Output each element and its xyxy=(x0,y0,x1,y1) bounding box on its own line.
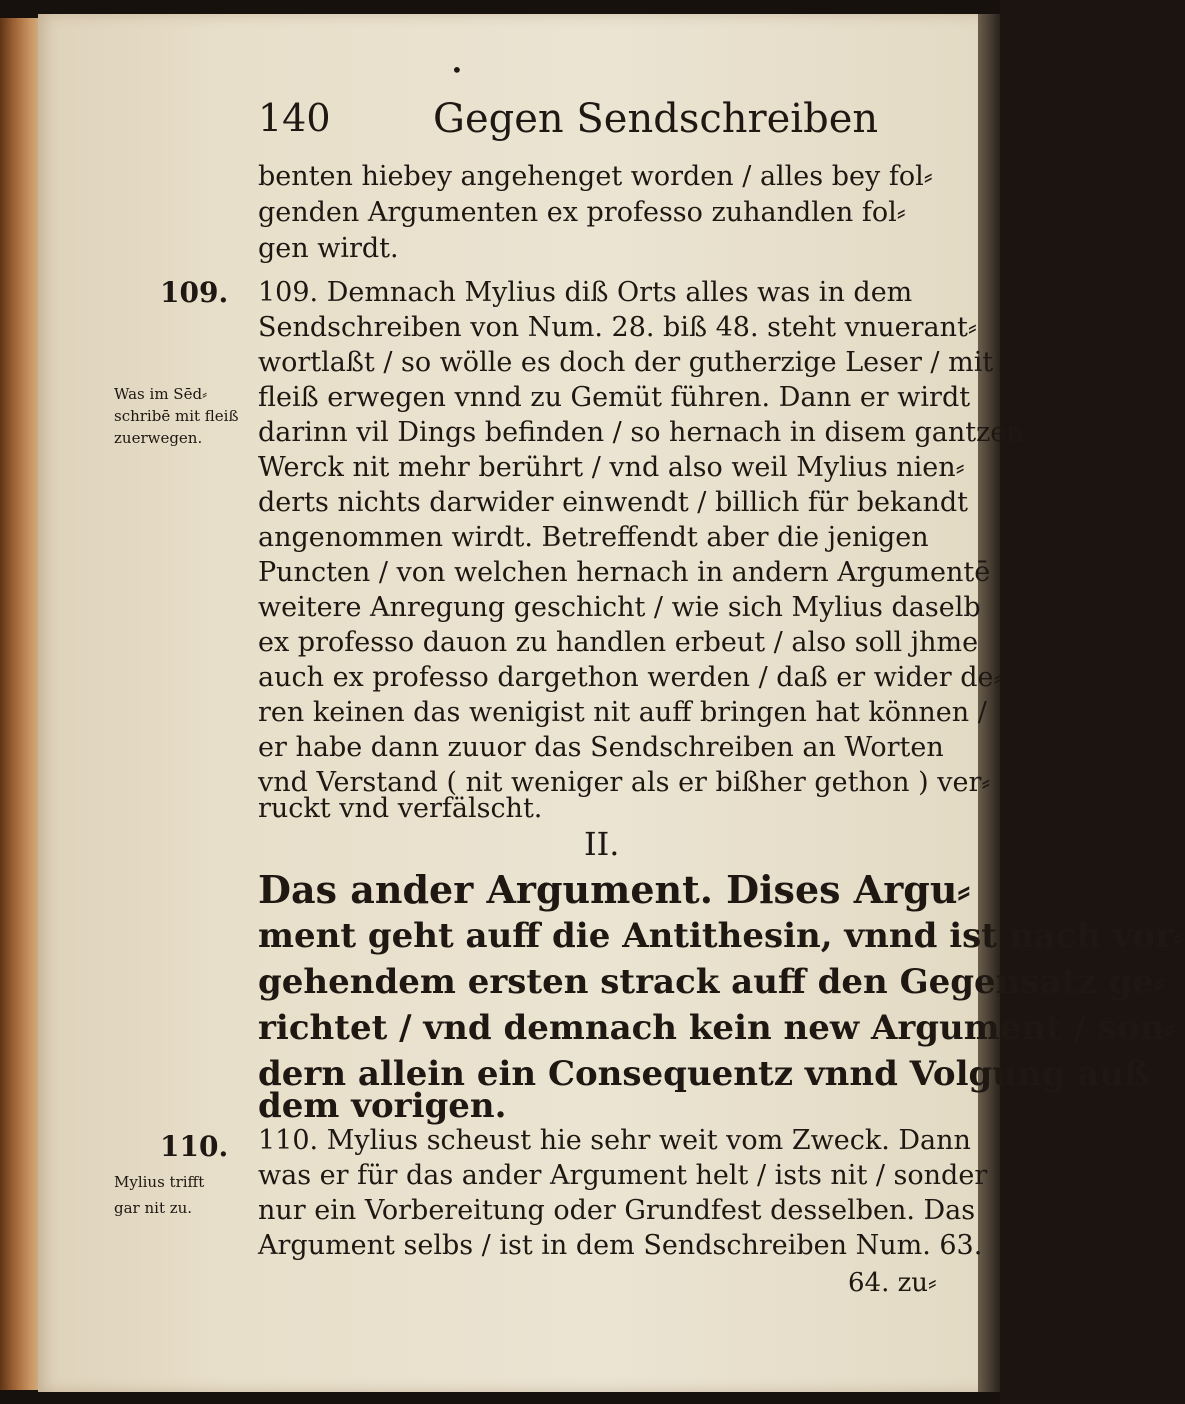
body-line-large: ment geht auff die Antithesin, vnnd ist nach vor⸗ xyxy=(258,916,1185,956)
margin-note-line: zuerwegen. xyxy=(114,429,203,447)
signature-dot: • xyxy=(451,58,463,82)
body-line: Puncten / von welchen hernach in andern Argumentē xyxy=(258,557,991,588)
margin-note-line: Was im Sēd⸗ xyxy=(114,385,208,403)
body-line: ruckt vnd verfälscht. xyxy=(258,793,543,824)
body-line: weitere Anregung geschicht / wie sich Mylius daselb xyxy=(258,592,981,623)
section-heading-line: Das ander Argument. Dises Argu⸗ xyxy=(258,867,971,912)
body-line: angenommen wirdt. Betreffendt aber die jenigen xyxy=(258,522,929,553)
body-line: fleiß erwegen vnnd zu Gemüt führen. Dann er wirdt xyxy=(258,382,971,413)
body-line-large: dem vorigen. xyxy=(258,1086,507,1126)
body-line: Sendschreiben von Num. 28. biß 48. steht vnuerant⸗ xyxy=(258,312,977,343)
body-line: wortlaßt / so wölle es doch der gutherzige Leser / mit xyxy=(258,347,994,378)
body-line-large: gehendem ersten strack auff den Gegensatz ge⸗ xyxy=(258,962,1166,1002)
body-line: auch ex professo dargethon werden / daß er wider de⸗ xyxy=(258,662,1003,693)
margin-note-line: schribē mit fleiß xyxy=(114,407,239,425)
margin-note-line: gar nit zu. xyxy=(114,1199,193,1217)
body-line: ex professo dauon zu handlen erbeut / also soll jhme xyxy=(258,627,979,658)
body-line: benten hiebey angehenget worden / alles bey fol⸗ xyxy=(258,161,933,192)
body-line: was er für das ander Argument helt / ists nit / sonder xyxy=(258,1160,988,1191)
margin-number: 109. xyxy=(160,276,229,309)
page-number: 140 xyxy=(258,96,331,140)
running-title: Gegen Sendschreiben xyxy=(433,96,879,142)
body-line: 109. Demnach Mylius diß Orts alles was in dem xyxy=(258,277,913,308)
body-line: derts nichts darwider einwendt / billich für bekandt xyxy=(258,487,968,518)
body-line: Werck nit mehr berührt / vnd also weil Mylius nien⸗ xyxy=(258,452,965,483)
body-line: nur ein Vorbereitung oder Grundfest desselben. Das xyxy=(258,1195,976,1226)
body-line: 110. Mylius scheust hie sehr weit vom Zweck. Dann xyxy=(258,1125,971,1156)
body-line: ren keinen das wenigist nit auff bringen hat können / xyxy=(258,697,987,728)
margin-note-line: Mylius trifft xyxy=(114,1173,205,1191)
catchword: 64. zu⸗ xyxy=(848,1268,937,1298)
body-line-large: dern allein ein Consequentz vnnd Volgung auß xyxy=(258,1054,1150,1094)
body-line: Argument selbs / ist in dem Sendschreiben Num. 63. xyxy=(258,1230,983,1261)
body-line: vnd Verstand ( nit weniger als er bißher gethon ) ver⸗ xyxy=(258,767,991,798)
section-numeral: II. xyxy=(584,825,620,863)
body-line: er habe dann zuuor das Sendschreiben an Worten xyxy=(258,732,944,763)
margin-number: 110. xyxy=(160,1130,229,1163)
body-line: genden Argumenten ex professo zuhandlen fol⸗ xyxy=(258,197,906,228)
body-line: darinn vil Dings befinden / so hernach in disem gantzen xyxy=(258,417,1024,448)
body-line: gen wirdt. xyxy=(258,233,399,264)
body-line-large: richtet / vnd demnach kein new Argument / son⸗ xyxy=(258,1008,1176,1048)
